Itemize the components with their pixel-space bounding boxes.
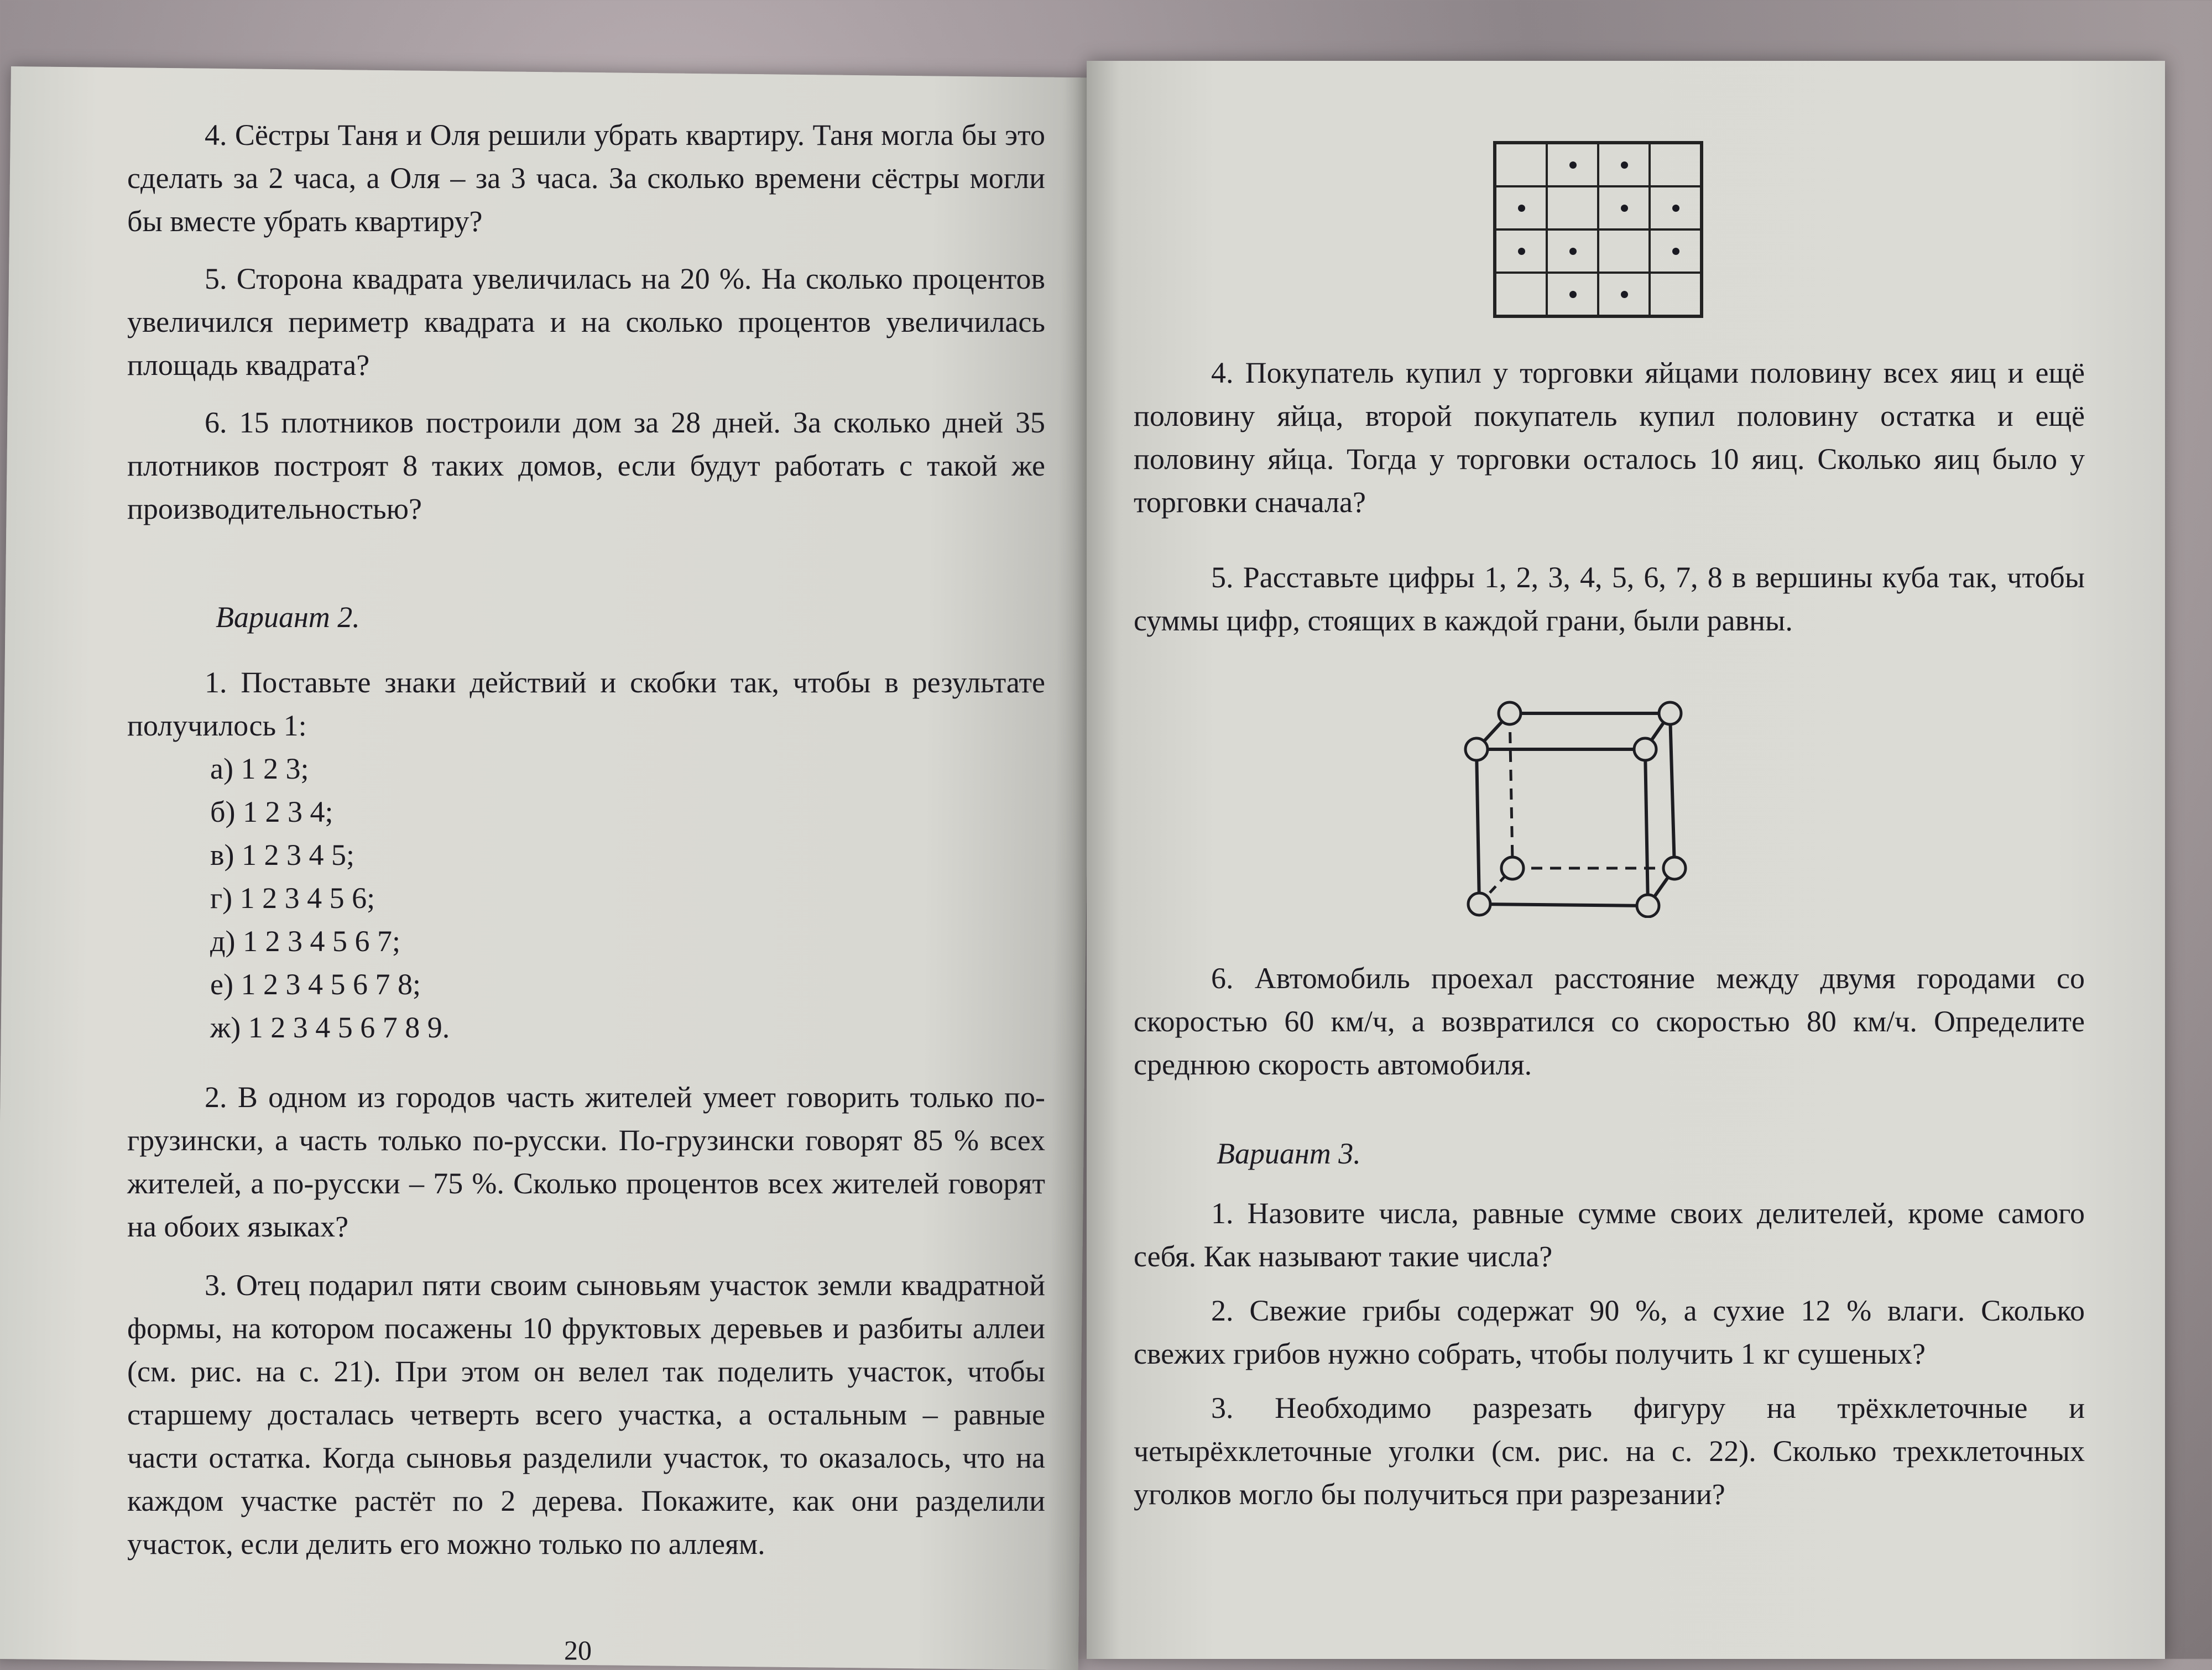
grid-cell — [1495, 143, 1547, 186]
cube-figure — [1449, 675, 1725, 918]
grid-cell-tree — [1598, 143, 1650, 186]
problem-text: В одном из городов часть жителей умеет говорить только по-грузински, а часть только по-русски. По-грузински говорят 85 % всех жителей, а по-русски – 75 %. Сколько процентов всех жителей говорят на обоих языках? — [127, 1081, 1046, 1243]
problem-text: Автомобиль проехал расстояние между двумя городами со скоростью 60 км/ч, а возвратился со скоростью 80 км/ч. Определите среднюю скорость автомобиля. — [1134, 962, 2085, 1081]
right-problem-5 — [1134, 556, 2085, 642]
right-problem-4 — [1134, 351, 2085, 524]
problem-5 — [127, 257, 1045, 387]
variant-3-problem-2 — [1134, 1289, 2085, 1375]
page-number: 20 — [564, 1635, 592, 1666]
grid-cell — [1495, 273, 1547, 316]
variant-2-heading: Вариант 2. — [216, 601, 360, 634]
problem-text: Покупатель купил у торговки яйцами половину всех яиц и ещё половину яйца, второй покупатель купил половину остатка и ещё половину яйца. Тогда у торговки осталось 10 яиц. Сколько яиц было у торговки сначала? — [1134, 356, 2085, 519]
problem-text: Сёстры Таня и Оля решили убрать квартиру. Таня могла бы это сделать за 2 часа, а Оля – за 3 часа. За сколько времени сёстры могли бы вместе убрать квартиру? — [127, 118, 1046, 238]
problem-number: 1. — [1211, 1197, 1234, 1230]
grid-cell-tree — [1495, 186, 1547, 229]
left-problems-top — [127, 113, 1045, 530]
variant-3-problem-1 — [1134, 1192, 2085, 1278]
problem-number: 6. — [1211, 962, 1234, 995]
tree-grid-figure — [1493, 141, 1703, 318]
grid-cell-tree — [1547, 143, 1598, 186]
problem-number: 4. — [205, 118, 227, 152]
list-item: ж) 1 2 3 4 5 6 7 8 9. — [210, 1011, 450, 1044]
variant-2-problem-1 — [127, 661, 1045, 1049]
problem-number: 1. — [205, 666, 227, 699]
problem-text: Отец подарил пяти своим сыновьям участок земли квадратной формы, на котором посажены 10 фруктовых деревьев и разбиты аллеи (см. рис. на с. 21). При этом он велел так поделить участок, чтобы старшему досталась четверть всего участка, а остальным – равные части остатка. Когда сыновья разделили участок, то оказалось, что на каждом участке растёт по 2 дерева. Покажите, как они разделили участок, если делить его можно только по аллеям. — [127, 1269, 1046, 1561]
grid-cell-tree — [1650, 229, 1701, 273]
problem-text: Расставьте цифры 1, 2, 3, 4, 5, 6, 7, 8 в вершины куба так, чтобы суммы цифр, стоящих в каждой грани, были равны. — [1134, 561, 2085, 637]
grid-cell-tree — [1495, 229, 1547, 273]
problem-number: 4. — [1211, 356, 1234, 389]
problem-number: 5. — [1211, 561, 1234, 594]
grid-cell-tree — [1598, 186, 1650, 229]
list-item: е) 1 2 3 4 5 6 7 8; — [210, 968, 421, 1001]
problem-number: 3. — [205, 1269, 227, 1302]
problem-number: 5. — [205, 262, 227, 295]
list-item: а) 1 2 3; — [210, 752, 309, 785]
problem-number: 6. — [205, 406, 227, 439]
grid-cell-tree — [1547, 229, 1598, 273]
problem-text: Сторона квадрата увеличилась на 20 %. На сколько процентов увеличился периметр квадрата и на сколько процентов увеличилась площадь квадрата? — [127, 262, 1046, 382]
variant-3-heading: Вариант 3. — [1217, 1137, 1361, 1170]
grid-cell — [1650, 273, 1701, 316]
list-item: б) 1 2 3 4; — [210, 795, 333, 828]
right-problem-6 — [1134, 957, 2085, 1086]
grid-cell — [1547, 186, 1598, 229]
grid-cell-tree — [1598, 273, 1650, 316]
grid-cell-tree — [1547, 273, 1598, 316]
problem-text: Поставьте знаки действий и скобки так, чтобы в результате получилось 1: — [127, 666, 1046, 742]
problem-4 — [127, 113, 1045, 243]
problem-number: 2. — [1211, 1294, 1234, 1327]
list-item: д) 1 2 3 4 5 6 7; — [210, 925, 400, 958]
problem-text: Назовите числа, равные сумме своих делителей, кроме самого себя. Как называют такие числа? — [1134, 1197, 2085, 1273]
variant-2-problem-3 — [127, 1264, 1045, 1565]
variant-3-problems — [1134, 1192, 2085, 1516]
variant-3-problem-3 — [1134, 1386, 2085, 1516]
problem-number: 3. — [1211, 1391, 1234, 1424]
list-item: г) 1 2 3 4 5 6; — [210, 881, 375, 915]
problem-number: 2. — [205, 1081, 227, 1114]
problem-text: Необходимо разрезать фигуру на трёхклеточные и четырёхклеточные уголки (см. рис. на с. 22). Сколько трехклеточных уголков могло бы получиться при разрезании? — [1134, 1391, 2085, 1511]
variant-2-problem-2 — [127, 1076, 1045, 1248]
problem-6 — [127, 401, 1045, 530]
grid-cell-tree — [1650, 186, 1701, 229]
problem-text: 15 плотников построили дом за 28 дней. За сколько дней 35 плотников построят 8 таких домов, если будут работать с такой же производительностью? — [127, 406, 1046, 525]
problem-text: Свежие грибы содержат 90 %, а сухие 12 % влаги. Сколько свежих грибов нужно собрать, чтобы получить 1 кг сушеных? — [1134, 1294, 2085, 1370]
grid-cell — [1598, 229, 1650, 273]
list-item: в) 1 2 3 4 5; — [210, 838, 354, 871]
grid-cell — [1650, 143, 1701, 186]
